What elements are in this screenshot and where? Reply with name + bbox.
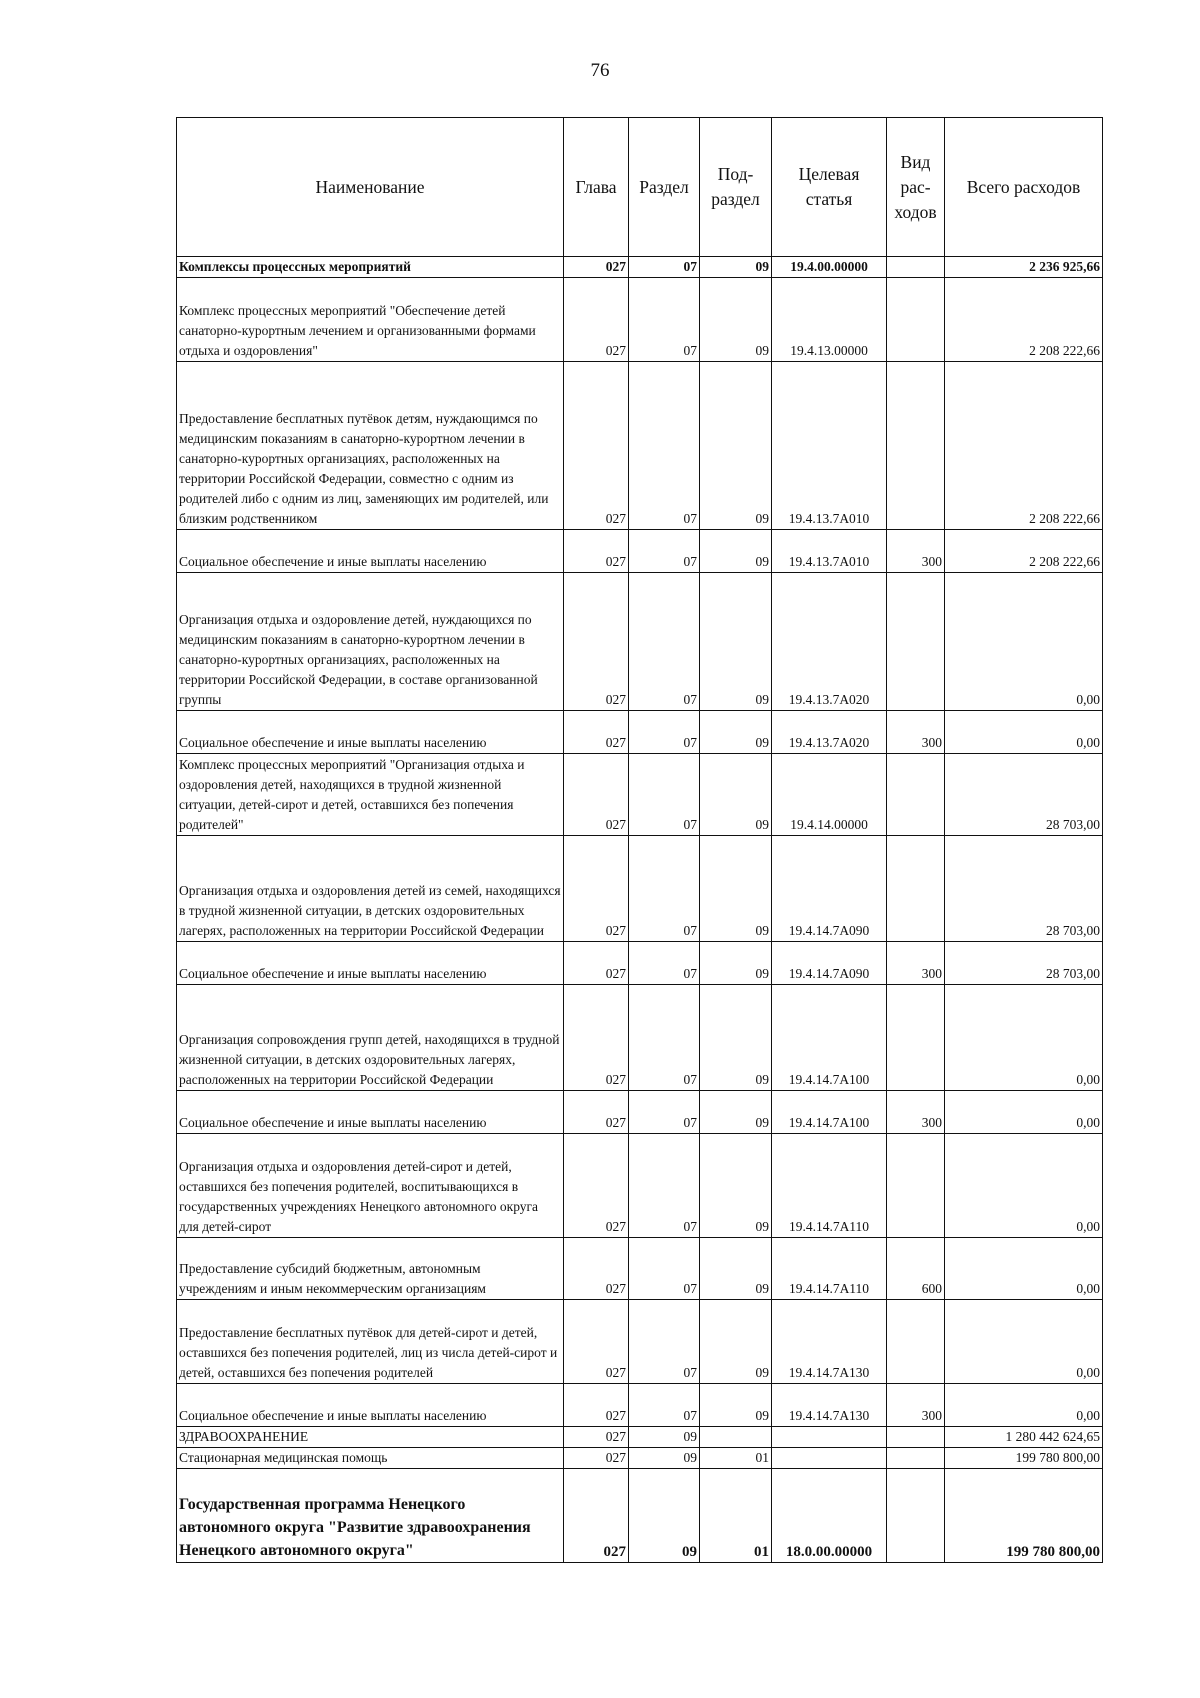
row-total: 0,00 [945,985,1103,1091]
row-section: 07 [629,362,700,530]
row-total: 2 208 222,66 [945,278,1103,362]
row-type: 300 [887,530,945,573]
row-total: 0,00 [945,1384,1103,1427]
header-subsection: Под-раздел [700,118,772,257]
row-name: Организация отдыха и оздоровление детей, нуждающихся по медицинским показаниям в санаторно-курортном лечении в санаторно-курортных организациях, расположенных на территории Российской Федерации, в составе организованной группы [177,573,564,711]
row-name: Предоставление субсидий бюджетным, автономным учреждениям и иным некоммерческим организациям [177,1238,564,1300]
table-row [177,530,1103,573]
row-total: 199 780 800,00 [945,1469,1103,1563]
row-article: 19.4.13.00000 [772,278,887,362]
header-total: Всего расходов [945,118,1103,257]
row-name: Социальное обеспечение и иные выплаты населению [177,1091,564,1134]
row-type: 600 [887,1238,945,1300]
row-total: 0,00 [945,711,1103,754]
header-expense-type: Вид рас-ходов [887,118,945,257]
row-type [887,573,945,711]
row-article: 18.0.00.00000 [772,1469,887,1563]
row-chapter: 027 [564,1134,629,1238]
row-chapter: 027 [564,1238,629,1300]
row-chapter: 027 [564,362,629,530]
row-total: 28 703,00 [945,754,1103,836]
row-section: 07 [629,1238,700,1300]
budget-table [176,117,1103,1563]
row-article: 19.4.14.7А110 [772,1238,887,1300]
row-type [887,1427,945,1448]
row-total: 199 780 800,00 [945,1448,1103,1469]
row-type [887,362,945,530]
row-section: 07 [629,278,700,362]
row-type [887,257,945,278]
row-chapter: 027 [564,1427,629,1448]
row-section: 07 [629,573,700,711]
header-target-article: Целевая статья [772,118,887,257]
row-subsection: 01 [700,1448,772,1469]
row-section: 07 [629,754,700,836]
row-type [887,1469,945,1563]
row-chapter: 027 [564,754,629,836]
table-row [177,278,1103,362]
row-type [887,754,945,836]
row-section: 09 [629,1448,700,1469]
row-total: 0,00 [945,1300,1103,1384]
row-subsection: 09 [700,1300,772,1384]
row-subsection: 09 [700,985,772,1091]
row-section: 07 [629,711,700,754]
row-subsection: 09 [700,754,772,836]
row-total: 28 703,00 [945,942,1103,985]
table-row [177,754,1103,836]
row-name: Комплекс процессных мероприятий "Организация отдыха и оздоровления детей, находящихся в трудной жизненной ситуации, детей-сирот и детей, оставшихся без попечения родителей" [177,754,564,836]
table-row [177,573,1103,711]
row-type: 300 [887,942,945,985]
row-total: 28 703,00 [945,836,1103,942]
row-chapter: 027 [564,573,629,711]
row-section: 07 [629,942,700,985]
row-chapter: 027 [564,278,629,362]
row-name: Организация отдыха и оздоровления детей из семей, находящихся в трудной жизненной ситуации, в детских оздоровительных лагерях, расположенных на территории Российской Федерации [177,836,564,942]
row-total: 0,00 [945,573,1103,711]
row-name: Социальное обеспечение и иные выплаты населению [177,1384,564,1427]
row-article [772,1448,887,1469]
row-chapter: 027 [564,257,629,278]
row-type: 300 [887,1091,945,1134]
row-type [887,1300,945,1384]
row-chapter: 027 [564,711,629,754]
row-name: ЗДРАВООХРАНЕНИЕ [177,1427,564,1448]
row-total: 0,00 [945,1091,1103,1134]
row-name: Организация сопровождения групп детей, находящихся в трудной жизненной ситуации, в детских оздоровительных лагерях, расположенных на территории Российской Федерации [177,985,564,1091]
row-subsection: 09 [700,1238,772,1300]
row-article: 19.4.14.7А130 [772,1300,887,1384]
row-subsection: 09 [700,1384,772,1427]
row-subsection [700,1427,772,1448]
row-chapter: 027 [564,836,629,942]
row-section: 07 [629,1091,700,1134]
row-article: 19.4.13.7А010 [772,530,887,573]
row-article: 19.4.14.7А100 [772,985,887,1091]
row-chapter: 027 [564,1448,629,1469]
row-article: 19.4.13.7А020 [772,711,887,754]
row-total: 1 280 442 624,65 [945,1427,1103,1448]
row-type [887,1448,945,1469]
row-chapter: 027 [564,1469,629,1563]
row-type [887,836,945,942]
row-type [887,278,945,362]
row-subsection: 09 [700,836,772,942]
table-row [177,1384,1103,1427]
row-type: 300 [887,1384,945,1427]
row-article: 19.4.14.7А090 [772,836,887,942]
table-row [177,1134,1103,1238]
row-name: Социальное обеспечение и иные выплаты населению [177,530,564,573]
row-type [887,1134,945,1238]
row-subsection: 09 [700,362,772,530]
row-subsection: 09 [700,942,772,985]
row-section: 07 [629,257,700,278]
row-section: 07 [629,1134,700,1238]
row-article: 19.4.14.7А110 [772,1134,887,1238]
table-row [177,1448,1103,1469]
row-total: 0,00 [945,1134,1103,1238]
row-article: 19.4.14.7А130 [772,1384,887,1427]
row-name: Предоставление бесплатных путёвок для детей-сирот и детей, оставшихся без попечения родителей, лиц из числа детей-сирот и детей, оставшихся без попечения родителей [177,1300,564,1384]
table-row [177,362,1103,530]
row-subsection: 09 [700,1134,772,1238]
row-type: 300 [887,711,945,754]
row-name: Социальное обеспечение и иные выплаты населению [177,942,564,985]
row-total: 2 208 222,66 [945,362,1103,530]
row-name: Комплекс процессных мероприятий "Обеспечение детей санаторно-курортным лечением и организованными формами отдыха и оздоровления" [177,278,564,362]
row-article: 19.4.13.7А020 [772,573,887,711]
row-subsection: 09 [700,257,772,278]
row-section: 07 [629,836,700,942]
row-section: 07 [629,530,700,573]
page-number: 76 [590,60,610,81]
header-chapter: Глава [564,118,629,257]
table-row [177,257,1103,278]
table-row [177,1427,1103,1448]
row-total: 2 236 925,66 [945,257,1103,278]
row-total: 0,00 [945,1238,1103,1300]
row-name: Социальное обеспечение и иные выплаты населению [177,711,564,754]
row-chapter: 027 [564,530,629,573]
table-row [177,1238,1103,1300]
row-total: 2 208 222,66 [945,530,1103,573]
row-article: 19.4.14.00000 [772,754,887,836]
table-row [177,711,1103,754]
table-row [177,1469,1103,1563]
row-article: 19.4.14.7А100 [772,1091,887,1134]
header-name: Наименование [177,118,564,257]
table-header-row [177,118,1103,257]
row-section: 07 [629,1384,700,1427]
row-article: 19.4.13.7А010 [772,362,887,530]
row-name: Стационарная медицинская помощь [177,1448,564,1469]
row-subsection: 09 [700,1091,772,1134]
table-row [177,1300,1103,1384]
row-section: 09 [629,1427,700,1448]
row-article [772,1427,887,1448]
row-article: 19.4.14.7А090 [772,942,887,985]
table-row [177,942,1103,985]
row-article: 19.4.00.00000 [772,257,887,278]
row-chapter: 027 [564,1091,629,1134]
row-subsection: 09 [700,530,772,573]
row-section: 07 [629,1300,700,1384]
row-chapter: 027 [564,1300,629,1384]
row-chapter: 027 [564,1384,629,1427]
row-name: Предоставление бесплатных путёвок детям, нуждающимся по медицинским показаниям в санаторно-курортном лечении в санаторно-курортных организациях, расположенных на территории Российской Федерации, совместно с одним из родителей либо с одним из лиц, заменяющих им родителей, или близким родственником [177,362,564,530]
row-subsection: 09 [700,278,772,362]
row-name: Государственная программа Ненецкого автономного округа "Развитие здравоохранения Ненецкого автономного округа" [177,1469,564,1563]
row-name: Организация отдыха и оздоровления детей-сирот и детей, оставшихся без попечения родителей, воспитывающихся в государственных учреждениях Ненецкого автономного округа для детей-сирот [177,1134,564,1238]
table-row [177,836,1103,942]
row-subsection: 09 [700,573,772,711]
table-row [177,1091,1103,1134]
row-type [887,985,945,1091]
table-row [177,985,1103,1091]
row-chapter: 027 [564,985,629,1091]
row-chapter: 027 [564,942,629,985]
row-section: 09 [629,1469,700,1563]
header-section: Раздел [629,118,700,257]
row-subsection: 01 [700,1469,772,1563]
row-name: Комплексы процессных мероприятий [177,257,564,278]
row-subsection: 09 [700,711,772,754]
row-section: 07 [629,985,700,1091]
